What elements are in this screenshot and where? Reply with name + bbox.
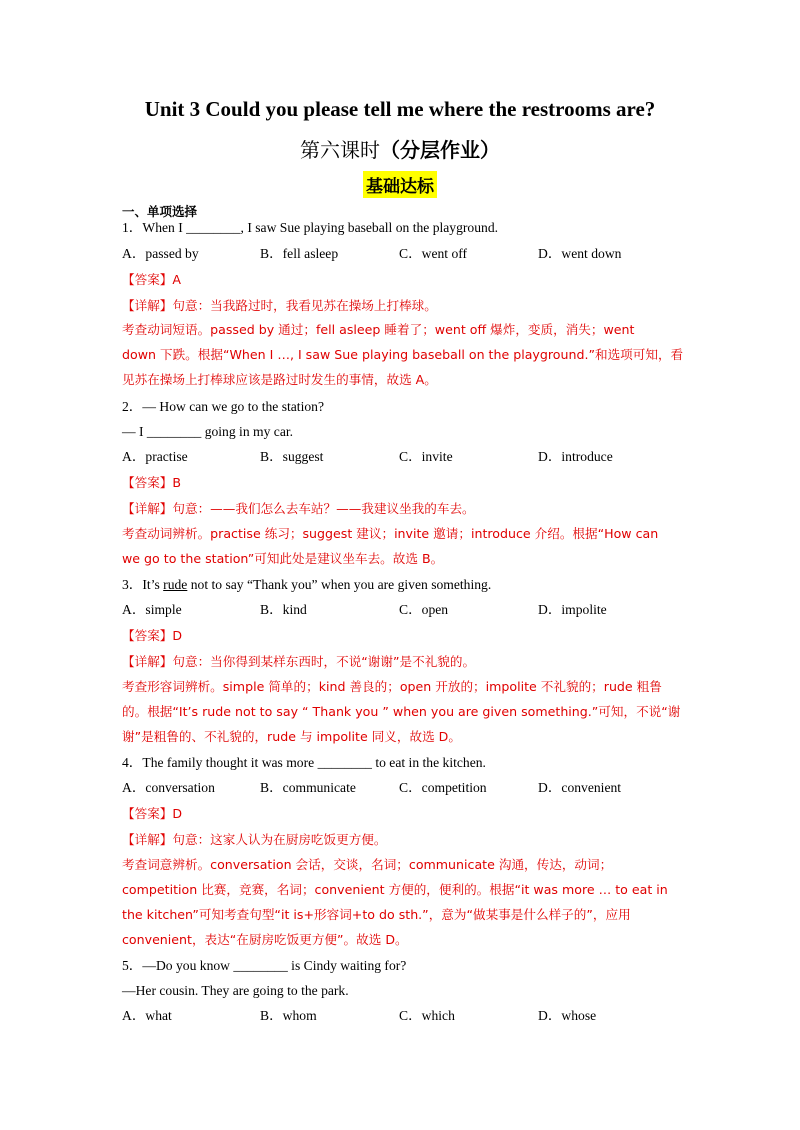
- q1-detail-line: 考查动词短语。passed by 通过；fell asleep 睡着了；went off 爆炸，变质，消失；went: [122, 322, 635, 337]
- q2-option-a: A．practise: [122, 449, 188, 464]
- q1-detail-line: 见苏在操场上打棒球应该是路过时发生的事情，故选 A。: [122, 372, 437, 387]
- q3-detail-line: 【详解】句意：当你得到某样东西时，不说“谢谢”是不礼貌的。: [122, 654, 476, 669]
- section-heading: 一、单项选择: [122, 204, 198, 219]
- q4-detail-line: competition 比赛，竞赛，名词；convenient 方便的，便利的。根据“it was more … to eat in: [122, 882, 668, 897]
- level-label: 基础达标: [363, 171, 437, 198]
- q2-detail-line: we go to the station”可知此处是建议坐车去。故选 B。: [122, 551, 444, 566]
- q2-option-c: C．invite: [399, 449, 453, 464]
- q1-detail-line: 【详解】句意：当我路过时，我看见苏在操场上打棒球。: [122, 298, 437, 313]
- q5-option-b: B．whom: [260, 1008, 317, 1023]
- q1-detail-line: down 下跌。根据“When I …, I saw Sue playing baseball on the playground.”和选项可知，看: [122, 347, 684, 362]
- q1-option-d: D．went down: [538, 246, 622, 261]
- q2-detail-line: 【详解】句意：——我们怎么去车站？——我建议坐我的车去。: [122, 501, 475, 516]
- q4-option-c: C．competition: [399, 780, 487, 795]
- q4-detail-line: convenient，表达“在厨房吃饭更方便”。故选 D。: [122, 932, 408, 947]
- subtitle-bold: （分层作业）: [380, 140, 500, 162]
- q3-option-a: A．simple: [122, 602, 182, 617]
- q1-option-b: B．fell asleep: [260, 246, 339, 261]
- q3-stem-start: 3．It’s: [122, 577, 164, 592]
- q2-option-d: D．introduce: [538, 449, 613, 464]
- q4-detail-line: the kitchen”可知考查句型“it is+形容词+to do sth.”，意为“做某事是什么样子的”，应用: [122, 907, 631, 922]
- q5-option-d: D．whose: [538, 1008, 597, 1023]
- level-banner: [0, 171, 800, 198]
- q1-stem: 1．When I ________, I saw Sue playing baseball on the playground.: [122, 220, 499, 235]
- q5-option-c: C．which: [399, 1008, 455, 1023]
- q2-detail-line: 考查动词辨析。practise 练习；suggest 建议；invite 邀请；introduce 介绍。根据“How can: [122, 526, 659, 541]
- q4-stem: 4．The family thought it was more ________ to eat in the kitchen.: [122, 755, 486, 770]
- q3-answer: 【答案】D: [122, 628, 183, 643]
- q3-stem: [122, 576, 491, 594]
- q3-detail-line: 的。根据“It’s rude not to say “ Thank you ” when you are given something.”可知，不说“谢: [122, 704, 681, 719]
- q3-underlined-word: rude: [163, 577, 188, 592]
- q4-option-a: A．conversation: [122, 780, 215, 795]
- q3-option-d: D．impolite: [538, 602, 607, 617]
- q4-detail-line: 【详解】句意：这家人认为在厨房吃饭更方便。: [122, 832, 387, 847]
- lesson-subtitle: [0, 134, 800, 163]
- q3-detail-line: 谢”是粗鲁的、不礼貌的，rude 与 impolite 同义，故选 D。: [122, 729, 461, 744]
- q1-option-a: A．passed by: [122, 246, 199, 261]
- q2-answer: 【答案】B: [122, 475, 182, 490]
- q3-stem-end: not to say “Thank you” when you are given something.: [187, 577, 492, 592]
- q3-detail-line: 考查形容词辨析。simple 简单的；kind 善良的；open 开放的；impolite 不礼貌的；rude 粗鲁: [122, 679, 662, 694]
- q3-option-b: B．kind: [260, 602, 307, 617]
- q5-stem-response: —Her cousin. They are going to the park.: [122, 983, 349, 998]
- q5-option-a: A．what: [122, 1008, 172, 1023]
- q4-detail-line: 考查词意辨析。conversation 会话，交谈，名词；communicate 沟通，传达，动词；: [122, 857, 613, 872]
- q4-option-d: D．convenient: [538, 780, 622, 795]
- q4-answer: 【答案】D: [122, 806, 183, 821]
- q2-stem-response: — I ________ going in my car.: [122, 424, 294, 439]
- unit-title: Unit 3 Could you please tell me where the restrooms are?: [144, 97, 656, 121]
- q2-stem: 2．— How can we go to the station?: [122, 399, 324, 414]
- subtitle-plain: 第六课时: [300, 140, 380, 162]
- q4-option-b: B．communicate: [260, 780, 356, 795]
- q3-option-c: C．open: [399, 602, 449, 617]
- q1-answer: 【答案】A: [122, 272, 181, 287]
- q2-option-b: B．suggest: [260, 449, 324, 464]
- q5-stem: 5．—Do you know ________ is Cindy waiting for?: [122, 958, 407, 973]
- q1-option-c: C．went off: [399, 246, 468, 261]
